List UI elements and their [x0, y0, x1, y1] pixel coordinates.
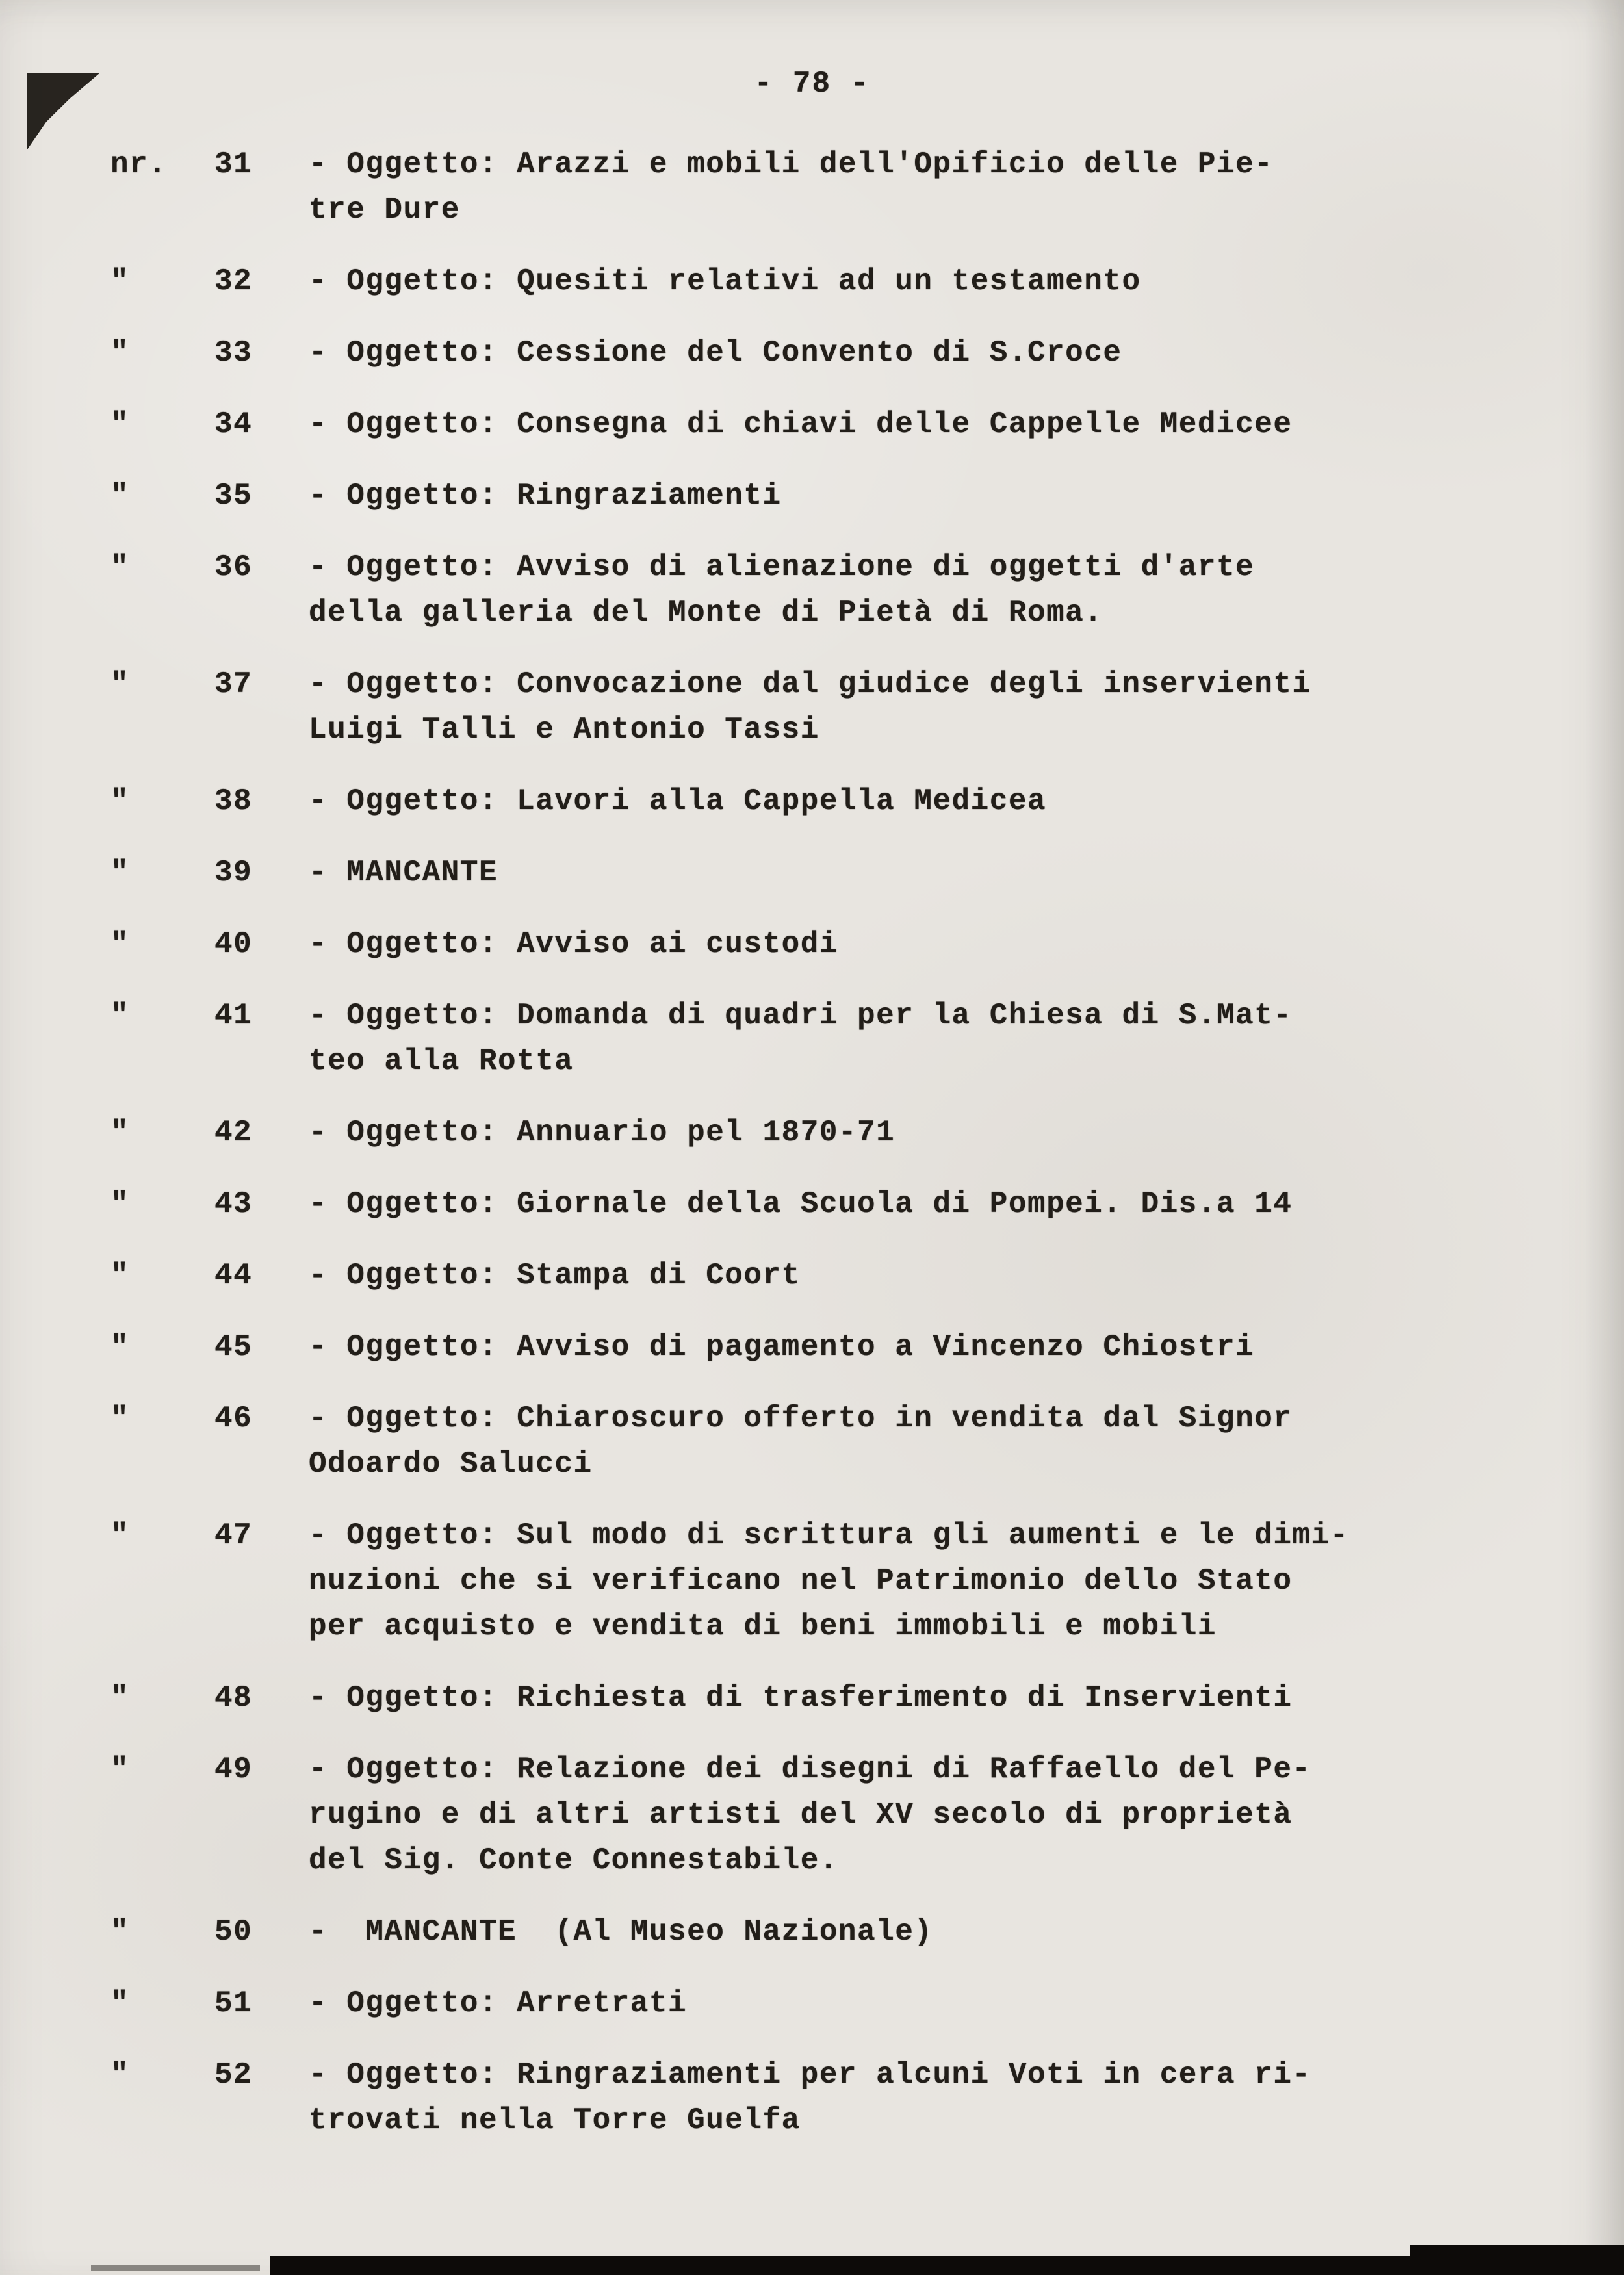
list-item: [110, 473, 1553, 519]
entry-text: [309, 1396, 1439, 1487]
entry-text: [309, 259, 1439, 304]
entry-list: [0, 107, 1624, 2143]
entry-text-line: - Oggetto: Convocazione dal giudice degli inservienti: [309, 667, 1311, 701]
entry-text-line: - Oggetto: Arretrati: [309, 1986, 688, 2020]
entry-number: 51: [214, 1986, 253, 2020]
entry-text-line: per acquisto e vendita di beni immobili e mobili: [309, 1610, 1217, 1643]
entry-text-line: rugino e di altri artisti del XV secolo di proprietà: [309, 1798, 1293, 1832]
entry-prefix: ": [110, 1116, 130, 1150]
entry-text-line: trovati nella Torre Guelfa: [309, 2103, 801, 2137]
entry-text-line: - Oggetto: Relazione dei disegni di Raffaello del Pe-: [309, 1753, 1311, 1786]
entry-number: 32: [214, 264, 253, 298]
entry-prefix: ": [110, 2058, 130, 2092]
entry-text-line: Odoardo Salucci: [309, 1447, 593, 1481]
entry-text: [309, 1324, 1439, 1370]
list-item: [110, 545, 1553, 636]
entry-prefix: nr.: [110, 148, 168, 181]
entry-text-line: - MANCANTE: [309, 856, 498, 890]
scan-artifact-right-edge: [1585, 0, 1624, 2275]
entry-text: [309, 778, 1439, 824]
entry-text: [309, 1253, 1439, 1298]
entry-prefix: ": [110, 999, 130, 1033]
list-item: [110, 1675, 1553, 1721]
entry-text-line: Luigi Talli e Antonio Tassi: [309, 713, 819, 747]
entry-text-line: teo alla Rotta: [309, 1044, 574, 1078]
entry-text-line: - Oggetto: Avviso di pagamento a Vincenzo Chiostri: [309, 1330, 1255, 1364]
entry-text-line: - Oggetto: Consegna di chiavi delle Cappelle Medicee: [309, 407, 1293, 441]
entry-number: 36: [214, 550, 253, 584]
entry-prefix: ": [110, 1259, 130, 1292]
entry-prefix: ": [110, 407, 130, 441]
list-item: [110, 921, 1553, 967]
entry-number: 49: [214, 1753, 253, 1786]
entry-text: [309, 1181, 1439, 1227]
entry-number: 40: [214, 927, 253, 961]
entry-text: [309, 1675, 1439, 1721]
entry-number: 39: [214, 856, 253, 890]
entry-number: 47: [214, 1519, 253, 1552]
entry-prefix: ": [110, 1330, 130, 1364]
list-item: [110, 1909, 1553, 1955]
entry-prefix: ": [110, 1753, 130, 1786]
entry-text-line: - Oggetto: Annuario pel 1870-71: [309, 1116, 896, 1150]
list-item: [110, 402, 1553, 447]
entry-prefix: ": [110, 927, 130, 961]
entry-prefix: ": [110, 550, 130, 584]
entry-number: 38: [214, 784, 253, 818]
entry-text-line: - Oggetto: Sul modo di scrittura gli aumenti e le dimi-: [309, 1519, 1349, 1552]
list-item: [110, 778, 1553, 824]
entry-prefix: ": [110, 1519, 130, 1552]
list-item: [110, 330, 1553, 376]
entry-text-line: - Oggetto: Avviso di alienazione di oggetti d'arte: [309, 550, 1255, 584]
entry-prefix: ": [110, 1915, 130, 1949]
list-item: [110, 1181, 1553, 1227]
entry-number: 33: [214, 336, 253, 370]
list-item: [110, 1324, 1553, 1370]
entry-number: 44: [214, 1259, 253, 1292]
list-item: [110, 259, 1553, 304]
entry-text: [309, 1513, 1439, 1649]
entry-prefix: ": [110, 784, 130, 818]
list-item: [110, 1513, 1553, 1649]
entry-number: 46: [214, 1402, 253, 1435]
entry-text-line: della galleria del Monte di Pietà di Roma.: [309, 596, 1103, 630]
list-item: [110, 1981, 1553, 2026]
entry-text: [309, 473, 1439, 519]
entry-prefix: ": [110, 667, 130, 701]
entry-text: [309, 850, 1439, 895]
entry-text: [309, 142, 1439, 233]
entry-number: 48: [214, 1681, 253, 1715]
entry-number: 43: [214, 1187, 253, 1221]
entry-prefix: ": [110, 479, 130, 513]
entry-text-line: - Oggetto: Lavori alla Cappella Medicea: [309, 784, 1047, 818]
entry-text-line: tre Dure: [309, 193, 460, 227]
entry-number: 41: [214, 999, 253, 1033]
entry-prefix: ": [110, 1402, 130, 1435]
entry-number: 31: [214, 148, 253, 181]
list-item: [110, 1396, 1553, 1487]
entry-prefix: ": [110, 1681, 130, 1715]
entry-text-line: - Oggetto: Arazzi e mobili dell'Opificio delle Pie-: [309, 148, 1274, 181]
entry-text-line: - Oggetto: Richiesta di trasferimento di Inservienti: [309, 1681, 1293, 1715]
entry-text: [309, 1747, 1439, 1883]
entry-text-line: - Oggetto: Avviso ai custodi: [309, 927, 838, 961]
entry-text: [309, 1909, 1439, 1955]
entry-number: 34: [214, 407, 253, 441]
list-item: [110, 662, 1553, 752]
entry-text: [309, 545, 1439, 636]
entry-prefix: ": [110, 1986, 130, 2020]
list-item: [110, 993, 1553, 1084]
entry-text: [309, 1981, 1439, 2026]
list-item: [110, 1110, 1553, 1155]
entry-text-line: - Oggetto: Chiaroscuro offerto in vendita dal Signor: [309, 1402, 1293, 1435]
entry-text: [309, 921, 1439, 967]
entry-text: [309, 1110, 1439, 1155]
entry-text: [309, 330, 1439, 376]
entry-text-line: - MANCANTE (Al Museo Nazionale): [309, 1915, 933, 1949]
page-number: - 78 -: [754, 67, 870, 101]
entry-text-line: - Oggetto: Ringraziamenti per alcuni Voti in cera ri-: [309, 2058, 1311, 2092]
entry-text: [309, 993, 1439, 1084]
entry-text-line: - Oggetto: Ringraziamenti: [309, 479, 782, 513]
entry-text: [309, 662, 1439, 752]
entry-number: 37: [214, 667, 253, 701]
entry-text-line: nuzioni che si verificano nel Patrimonio dello Stato: [309, 1564, 1293, 1598]
entry-prefix: ": [110, 336, 130, 370]
entry-text: [309, 2052, 1439, 2143]
list-item: [110, 1253, 1553, 1298]
entry-prefix: ": [110, 856, 130, 890]
entry-text-line: - Oggetto: Cessione del Convento di S.Croce: [309, 336, 1122, 370]
scan-artifact-bottom-right: [1410, 2245, 1624, 2275]
entry-text-line: - Oggetto: Stampa di Coort: [309, 1259, 801, 1292]
entry-text: [309, 402, 1439, 447]
entry-number: 45: [214, 1330, 253, 1364]
entry-number: 42: [214, 1116, 253, 1150]
entry-number: 50: [214, 1915, 253, 1949]
list-item: [110, 142, 1553, 233]
entry-text-line: - Oggetto: Domanda di quadri per la Chiesa di S.Mat-: [309, 999, 1293, 1033]
entry-prefix: ": [110, 264, 130, 298]
scan-artifact-bottom-left: [91, 2265, 260, 2271]
entry-number: 52: [214, 2058, 253, 2092]
list-item: [110, 1747, 1553, 1883]
entry-text-line: del Sig. Conte Connestabile.: [309, 1844, 838, 1877]
entry-prefix: ": [110, 1187, 130, 1221]
entry-text-line: - Oggetto: Giornale della Scuola di Pompei. Dis.a 14: [309, 1187, 1293, 1221]
entry-text-line: - Oggetto: Quesiti relativi ad un testamento: [309, 264, 1141, 298]
entry-number: 35: [214, 479, 253, 513]
list-item: [110, 850, 1553, 895]
list-item: [110, 2052, 1553, 2143]
